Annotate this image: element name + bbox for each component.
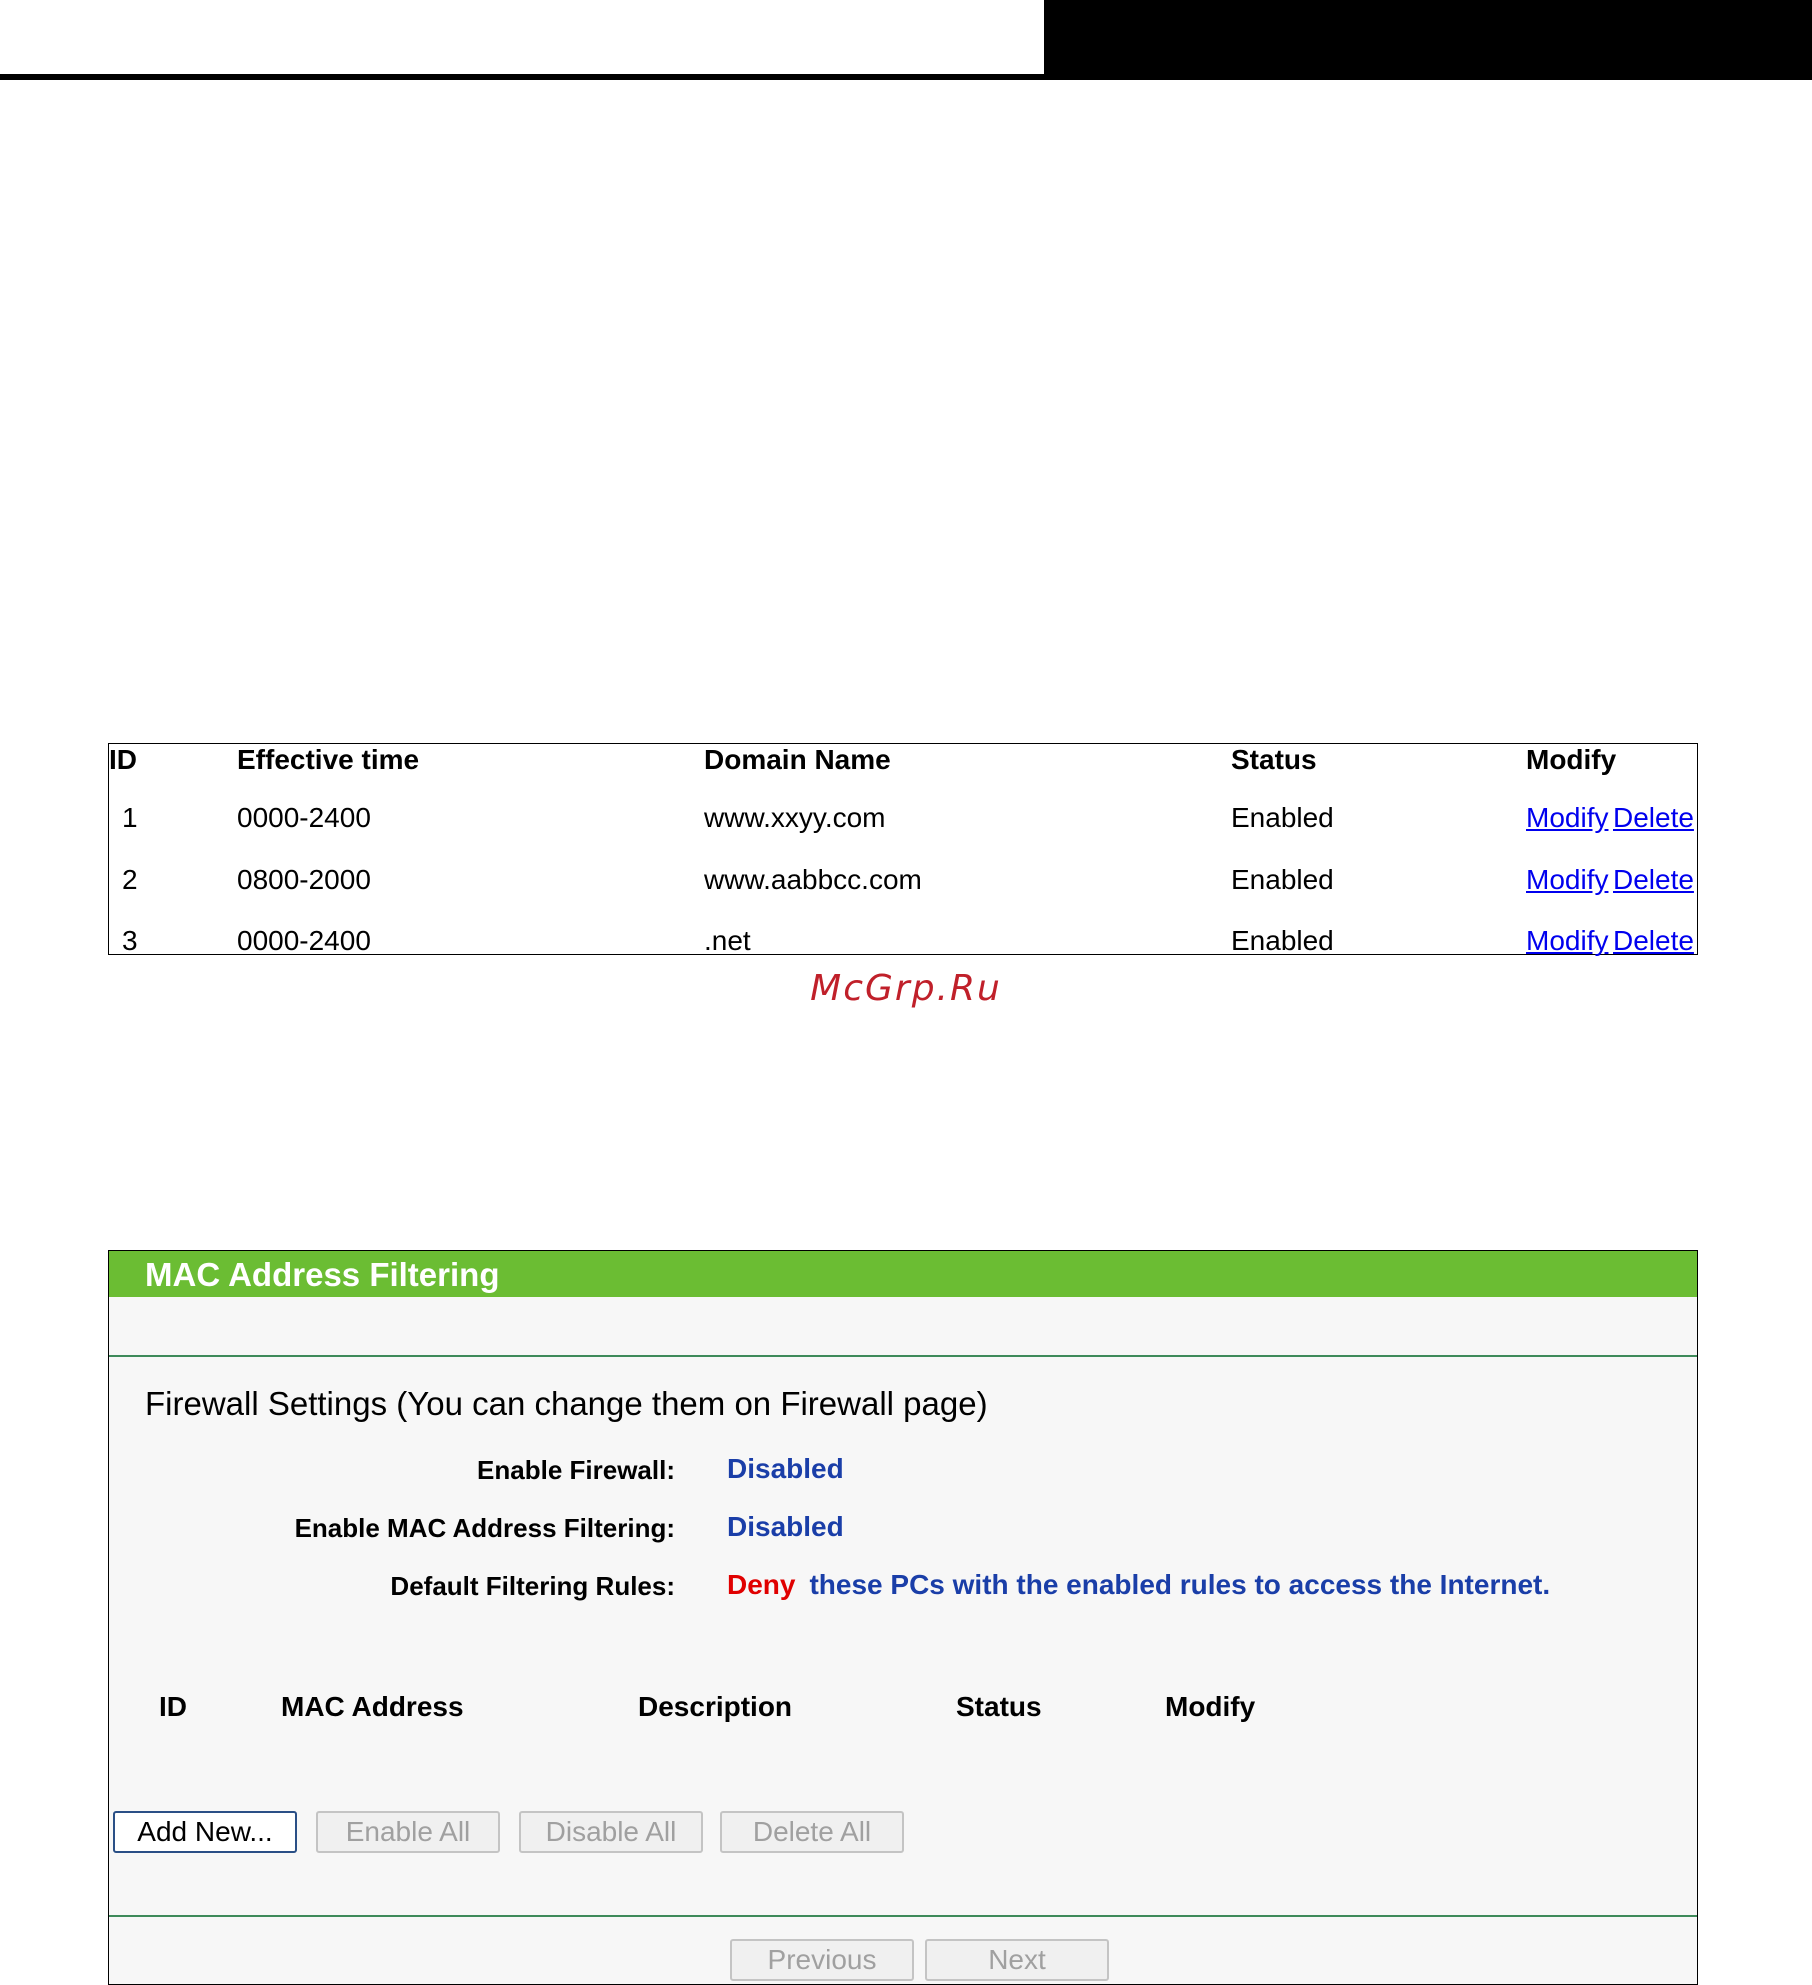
deny-text: Deny [727, 1569, 796, 1600]
default-rules-label: Default Filtering Rules: [390, 1571, 675, 1601]
header-rule [0, 74, 1812, 80]
divider [109, 1915, 1697, 1917]
col-header-domain-name: Domain Name [704, 744, 891, 775]
table-row-1-time: 0000-2400 [237, 802, 371, 833]
col-header-status: Status [1231, 744, 1317, 775]
mac-col-header-modify: Modify [1165, 1691, 1256, 1722]
table-row-3-id: 3 [122, 925, 138, 956]
modify-link[interactable]: Modify [1526, 925, 1609, 956]
mac-col-header-status: Status [956, 1691, 1042, 1722]
table-row-3-time: 0000-2400 [237, 925, 371, 956]
disable-all-button[interactable]: Disable All [519, 1811, 703, 1853]
table-row-2-time: 0800-2000 [237, 864, 371, 895]
mac-filtering-panel [108, 1250, 1698, 1985]
rule-description: these PCs with the enabled rules to access the Internet. [809, 1569, 1551, 1600]
table-row-1-domain: www.xxyy.com [704, 802, 886, 833]
mac-col-header-id: ID [159, 1691, 187, 1722]
panel-header [109, 1251, 1697, 1297]
table-row-3-domain: .net [704, 925, 751, 956]
enable-firewall-value: Disabled [727, 1453, 844, 1484]
mac-col-header-description: Description [638, 1691, 793, 1722]
col-header-id: ID [109, 744, 137, 775]
panel-title: MAC Address Filtering [145, 1256, 500, 1293]
default-rules-value [727, 1569, 1550, 1601]
divider [109, 1355, 1697, 1357]
previous-button[interactable]: Previous [730, 1939, 914, 1981]
table-row-3-status: Enabled [1231, 925, 1334, 956]
table-row-2-status: Enabled [1231, 864, 1334, 895]
table-row-1-id: 1 [122, 802, 138, 833]
add-new-button[interactable]: Add New... [113, 1811, 297, 1853]
enable-firewall-label: Enable Firewall: [477, 1455, 675, 1485]
table-row-1-status: Enabled [1231, 802, 1334, 833]
col-header-effective-time: Effective time [237, 744, 420, 775]
enable-mac-filtering-value: Disabled [727, 1511, 844, 1542]
modify-link[interactable]: Modify [1526, 864, 1609, 895]
mac-col-header-mac-address: MAC Address [281, 1691, 464, 1722]
watermark: McGrp.Ru [810, 968, 1002, 1009]
modify-link[interactable]: Modify [1526, 802, 1609, 833]
delete-link[interactable]: Delete [1613, 864, 1694, 895]
enable-mac-filtering-label: Enable MAC Address Filtering: [294, 1513, 675, 1543]
table-row-2-id: 2 [122, 864, 138, 895]
domain-filter-table [108, 743, 1698, 955]
enable-all-button[interactable]: Enable All [316, 1811, 500, 1853]
delete-link[interactable]: Delete [1613, 925, 1694, 956]
delete-link[interactable]: Delete [1613, 802, 1694, 833]
col-header-modify: Modify [1526, 744, 1617, 775]
header-black-block [1044, 0, 1812, 76]
table-row-2-domain: www.aabbcc.com [704, 864, 922, 895]
next-button[interactable]: Next [925, 1939, 1109, 1981]
delete-all-button[interactable]: Delete All [720, 1811, 904, 1853]
firewall-settings-title: Firewall Settings (You can change them on Firewall page) [145, 1385, 988, 1422]
